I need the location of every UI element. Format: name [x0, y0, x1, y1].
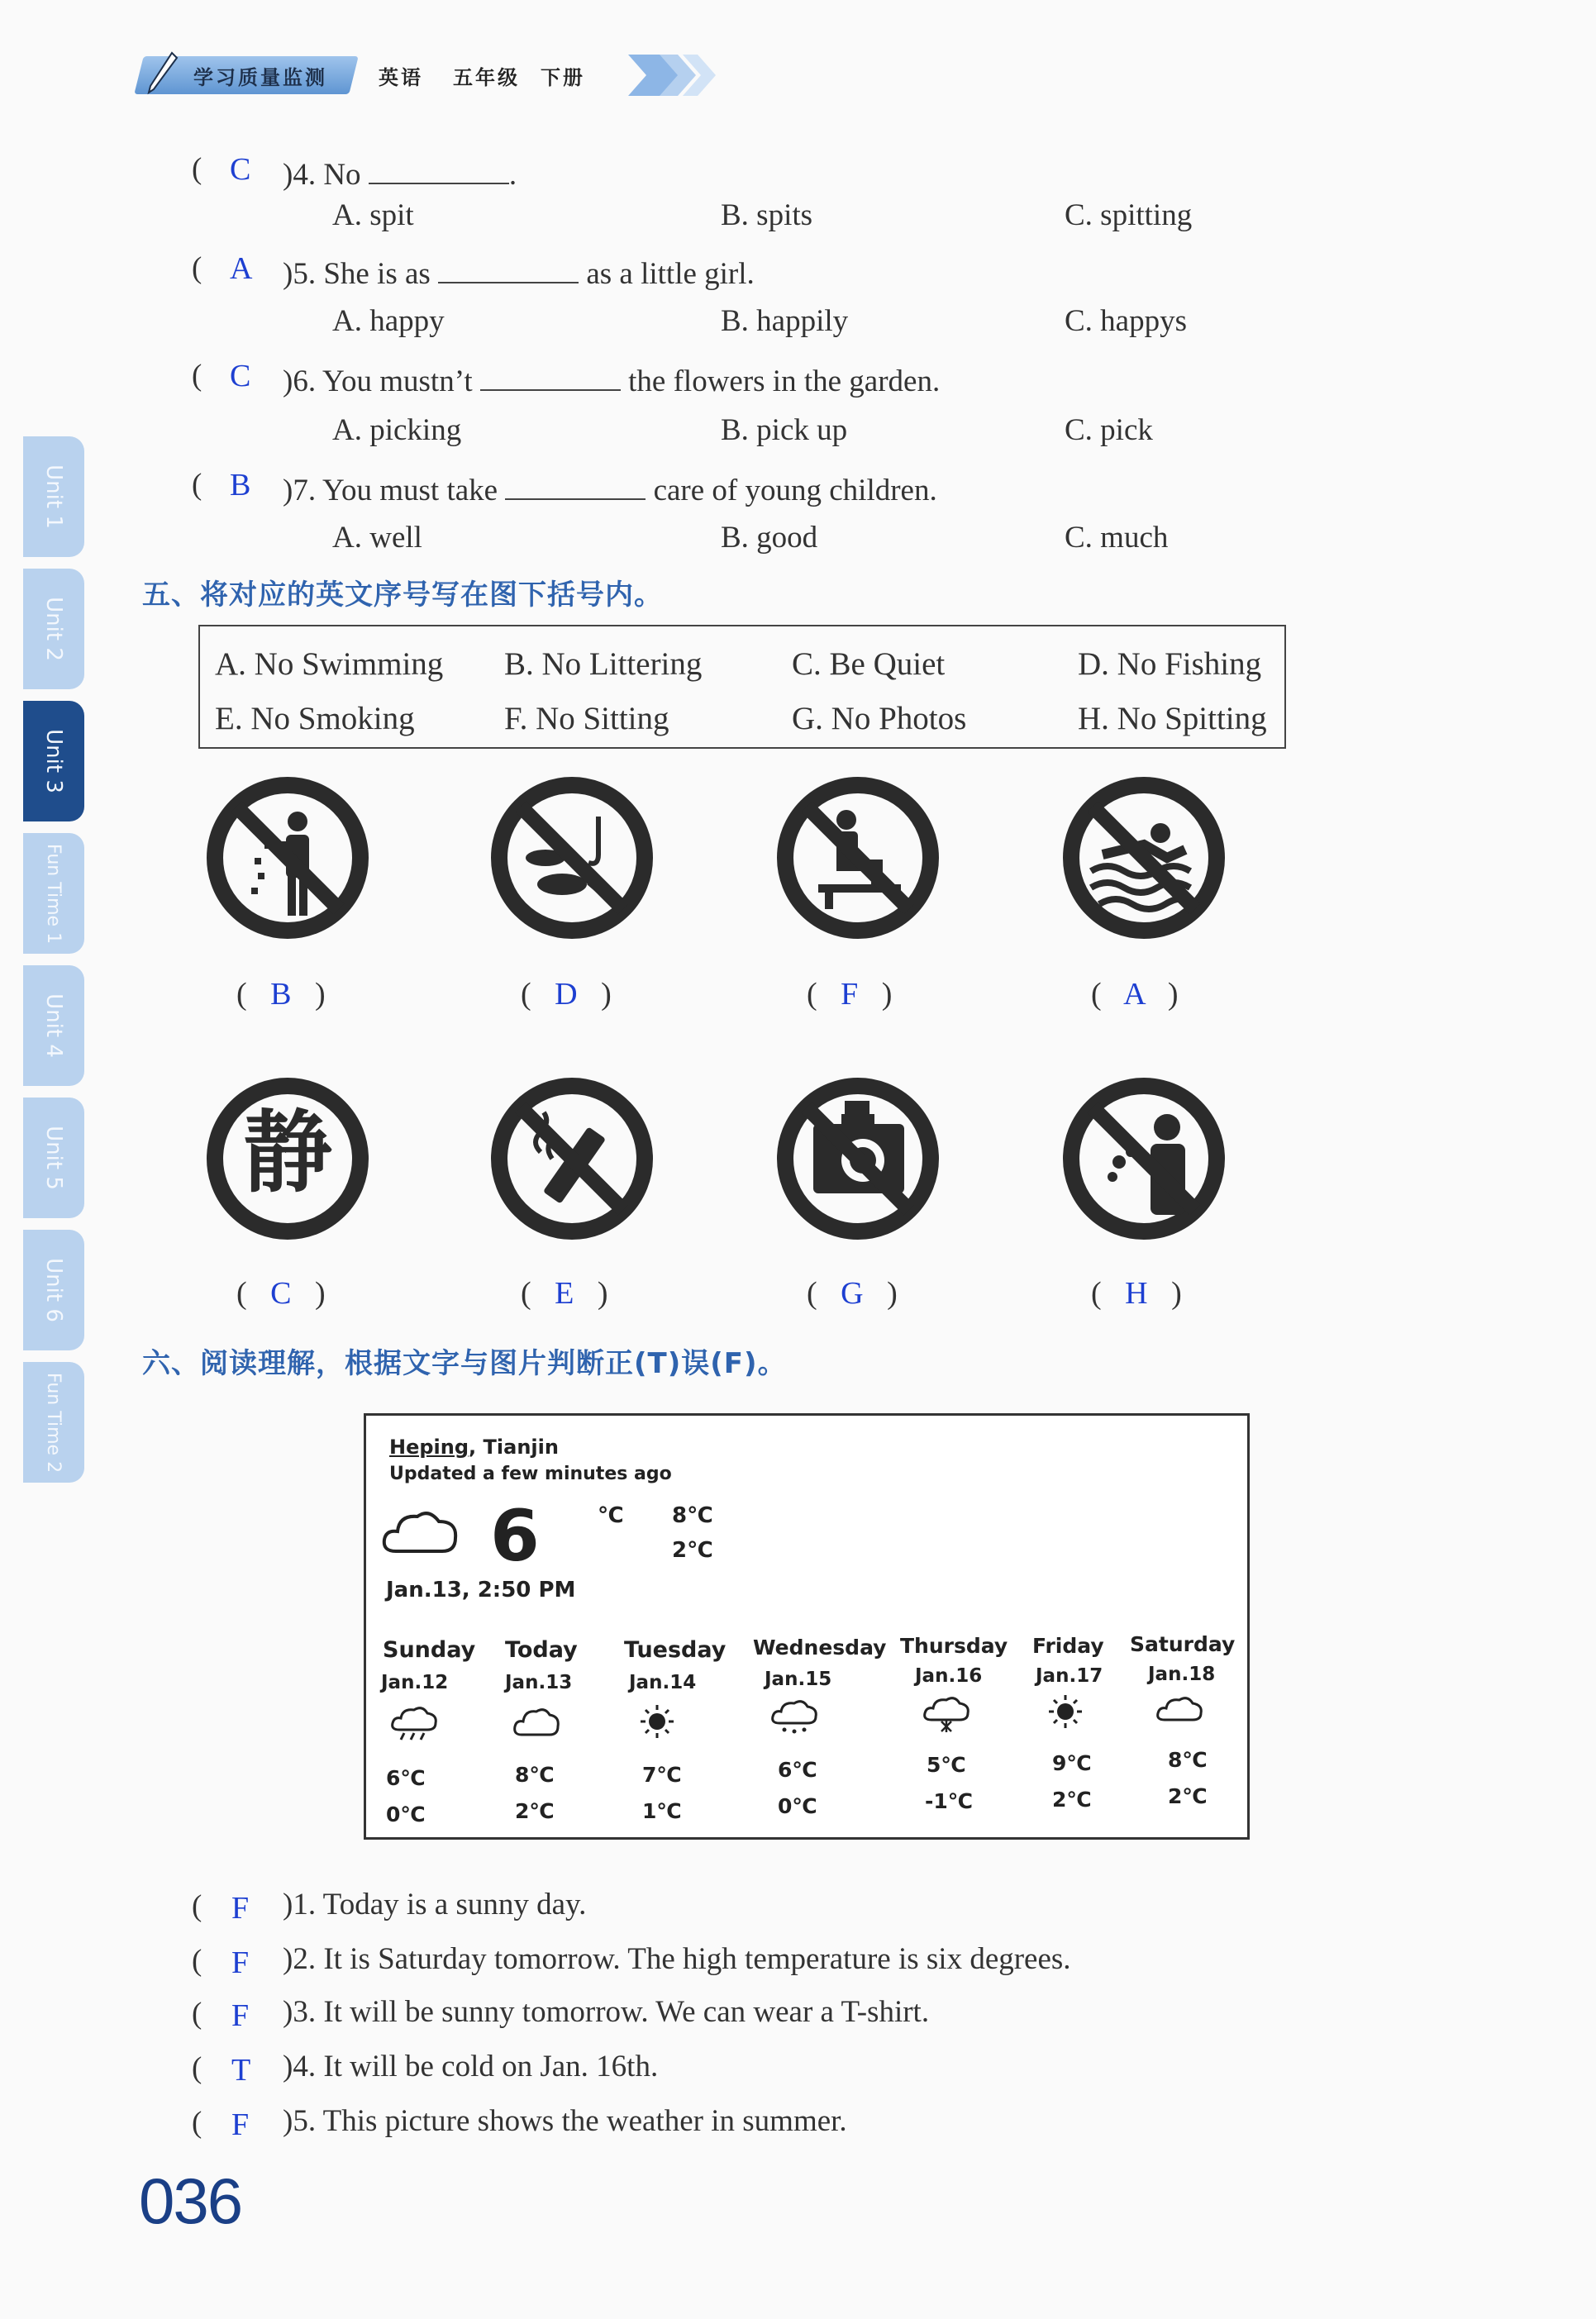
answer-q4: C [230, 152, 251, 187]
weather-datetime: Jan.13, 2:50 PM [386, 1578, 576, 1602]
forecast-low: 0℃ [386, 1802, 426, 1826]
forecast-date: Jan.16 [915, 1665, 983, 1687]
option-b: B. No Littering [504, 646, 703, 682]
answer-s5: F [231, 2107, 250, 2142]
forecast-high: 7℃ [642, 1763, 682, 1787]
q7-option-b: B. good [721, 521, 818, 555]
question-4: )4. No . [283, 152, 517, 190]
sunny-icon [1041, 1693, 1090, 1730]
option-h: H. No Spitting [1078, 701, 1267, 736]
no-sitting-icon [775, 775, 941, 940]
statement-1: )1. Today is a sunny day. [283, 1888, 587, 1921]
no-spitting-icon [1061, 1076, 1227, 1241]
answer-q6: C [230, 359, 251, 393]
cloudy-icon [381, 1507, 460, 1558]
section-6-title: 六、阅读理解，根据文字与图片判断正(T)误(F)。 [142, 1347, 787, 1380]
paren-open: ( [192, 152, 202, 186]
pencil-icon [145, 51, 179, 96]
weather-panel [364, 1413, 1250, 1840]
statement-3: )3. It will be sunny tomorrow. We can wear a T-shirt. [283, 1995, 930, 2029]
forecast-high: 8℃ [515, 1763, 555, 1787]
q7-option-a: A. well [332, 521, 422, 555]
weather-updated: Updated a few minutes ago [389, 1464, 672, 1484]
q7-option-c: C. much [1065, 521, 1169, 555]
option-a: A. No Swimming [215, 646, 444, 682]
forecast-date: Jan.17 [1036, 1665, 1103, 1687]
forecast-day: Today [505, 1637, 578, 1663]
forecast-low: 2℃ [1052, 1788, 1092, 1812]
forecast-date: Jan.15 [765, 1669, 832, 1690]
today-high: 8℃ [672, 1503, 713, 1528]
option-g: G. No Photos [792, 701, 967, 736]
tab-unit-1[interactable]: Unit 1 [23, 436, 84, 557]
forecast-date: Jan.18 [1148, 1664, 1216, 1685]
page-number: 036 [139, 2164, 242, 2237]
current-temperature: 6 [490, 1495, 540, 1578]
option-f: F. No Sitting [504, 701, 669, 736]
options-box [198, 625, 1286, 749]
q6-option-a: A. picking [332, 413, 462, 447]
no-fishing-icon [489, 775, 655, 940]
tab-fun-time-1[interactable]: Fun Time 1 [23, 833, 84, 954]
answer-s1: F [231, 1891, 250, 1926]
sign-answer-3: ( F ) [807, 977, 893, 1012]
chevron-arrows-icon [628, 51, 727, 99]
forecast-low: 1℃ [642, 1799, 682, 1823]
answer-s3: F [231, 1998, 250, 2033]
sign-answer-7: ( G ) [807, 1276, 898, 1311]
forecast-day: Friday [1032, 1634, 1104, 1658]
forecast-high: 6℃ [386, 1766, 426, 1790]
forecast-low: 2℃ [515, 1799, 555, 1823]
header-subject: 英语 [379, 66, 423, 89]
forecast-day: Thursday [900, 1634, 1008, 1658]
tab-fun-time-2[interactable]: Fun Time 2 [23, 1362, 84, 1483]
q4-option-a: A. spit [332, 198, 414, 232]
tab-unit-5[interactable]: Unit 5 [23, 1098, 84, 1218]
header-grade: 五年级 [453, 66, 520, 89]
no-photos-icon [775, 1076, 941, 1241]
cloudy-icon [1155, 1693, 1204, 1730]
cloudy-icon [512, 1705, 561, 1741]
q5-option-c: C. happys [1065, 304, 1187, 338]
question-7: )7. You must take care of young children. [283, 468, 937, 506]
section-5-title: 五、将对应的英文序号写在图下括号内。 [142, 579, 663, 612]
question-6: )6. You mustn’t the flowers in the garden. [283, 359, 940, 397]
be-quiet-icon: 静 [205, 1076, 370, 1241]
sign-answer-4: ( A ) [1091, 977, 1179, 1012]
sign-answer-1: ( B ) [236, 977, 326, 1012]
forecast-day: Wednesday [753, 1636, 887, 1659]
today-low: 2℃ [672, 1538, 713, 1563]
forecast-date: Jan.14 [629, 1672, 697, 1693]
answer-s2: F [231, 1945, 250, 1980]
q6-option-c: C. pick [1065, 413, 1153, 447]
answer-s4: T [231, 2053, 251, 2088]
weather-location: Heping, Tianjin [389, 1436, 559, 1459]
snow-icon [922, 1697, 971, 1733]
forecast-low: 0℃ [778, 1794, 817, 1818]
header-volume: 下册 [541, 66, 585, 89]
forecast-day: Saturday [1130, 1632, 1236, 1656]
q5-option-a: A. happy [332, 304, 445, 338]
sign-answer-5: ( C ) [236, 1276, 326, 1311]
forecast-low: -1℃ [925, 1789, 974, 1813]
statement-5: )5. This picture shows the weather in summer. [283, 2104, 847, 2138]
no-swimming-icon [1061, 775, 1227, 940]
sign-answer-2: ( D ) [521, 977, 612, 1012]
option-c: C. Be Quiet [792, 646, 946, 682]
book-title: 学习质量监测 [193, 66, 327, 89]
q5-option-b: B. happily [721, 304, 849, 338]
rain-icon [389, 1705, 439, 1741]
statement-2: )2. It is Saturday tomorrow. The high temperature is six degrees. [283, 1942, 1071, 1976]
answer-q5: A [230, 251, 253, 286]
forecast-high: 6℃ [778, 1758, 817, 1782]
temperature-unit: ℃ [598, 1503, 624, 1528]
option-d: D. No Fishing [1078, 646, 1262, 682]
forecast-day: Sunday [383, 1637, 476, 1663]
sign-answer-6: ( E ) [521, 1276, 608, 1311]
q4-option-c: C. spitting [1065, 198, 1193, 232]
tab-unit-2[interactable]: Unit 2 [23, 569, 84, 689]
forecast-day: Tuesday [624, 1637, 727, 1663]
forecast-high: 9℃ [1052, 1751, 1092, 1775]
forecast-high: 8℃ [1168, 1748, 1208, 1772]
no-littering-icon [205, 775, 370, 940]
tab-unit-4[interactable]: Unit 4 [23, 965, 84, 1086]
tab-unit-3[interactable]: Unit 3 [23, 701, 84, 821]
forecast-low: 2℃ [1168, 1784, 1208, 1808]
sign-answer-8: ( H ) [1091, 1276, 1182, 1311]
no-smoking-icon [489, 1076, 655, 1241]
option-e: E. No Smoking [215, 701, 415, 736]
answer-q7: B [230, 468, 251, 502]
q4-option-b: B. spits [721, 198, 813, 232]
forecast-date: Jan.13 [505, 1672, 573, 1693]
statement-4: )4. It will be cold on Jan. 16th. [283, 2050, 659, 2083]
sunny-icon [632, 1703, 682, 1740]
forecast-date: Jan.12 [381, 1672, 449, 1693]
tab-unit-6[interactable]: Unit 6 [23, 1230, 84, 1350]
question-5: )5. She is as as a little girl. [283, 251, 755, 289]
q6-option-b: B. pick up [721, 413, 848, 447]
rain-icon [769, 1700, 819, 1736]
forecast-high: 5℃ [927, 1753, 966, 1777]
